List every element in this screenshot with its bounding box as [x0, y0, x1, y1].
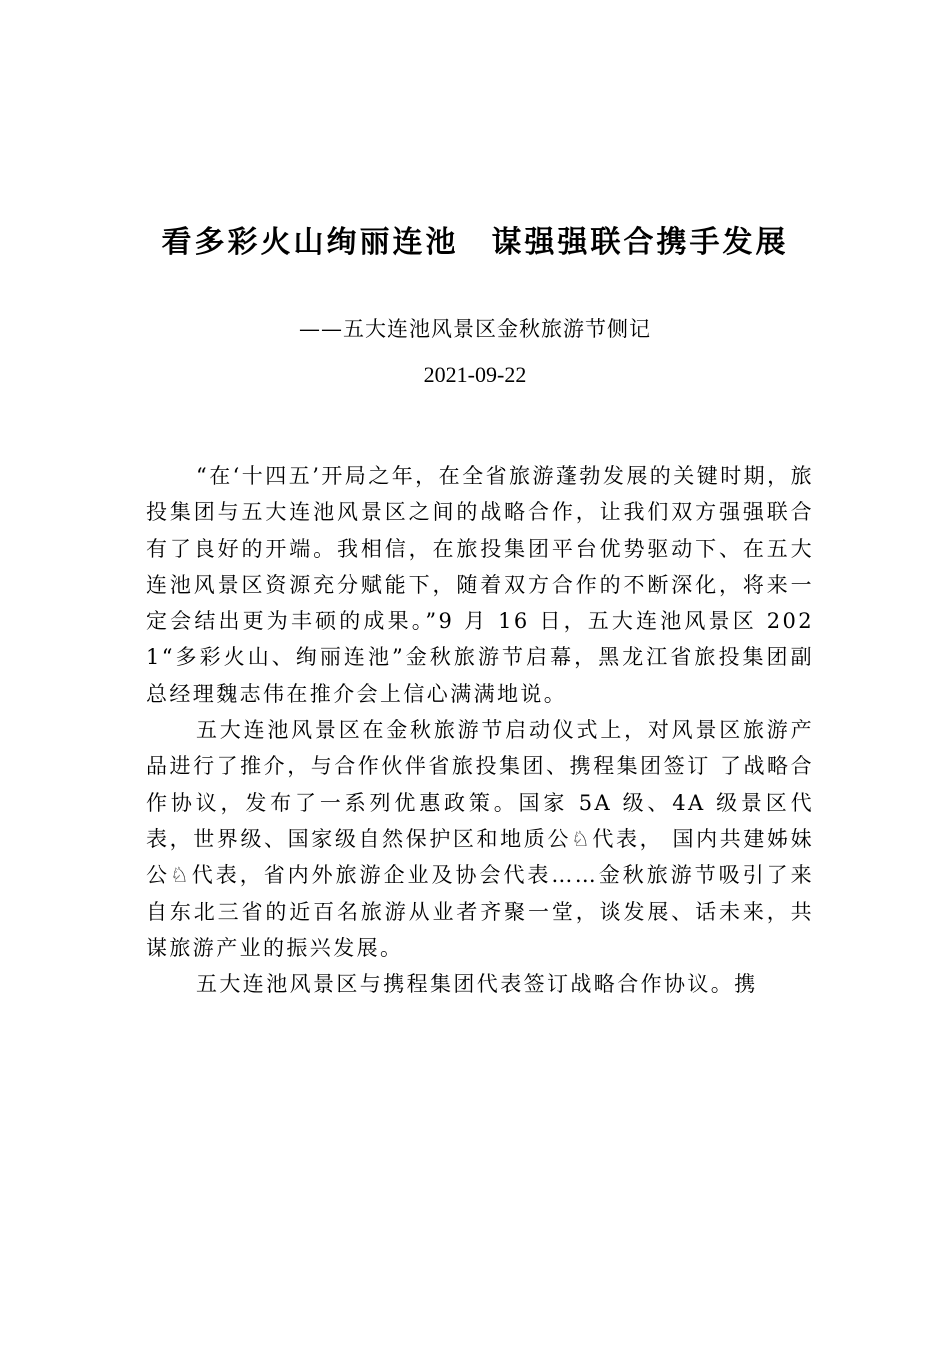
paragraph-3: 五大连池风景区与携程集团代表签订战略合作协议。携	[196, 972, 758, 997]
article-title: 看多彩火山绚丽连池 谋强强联合携手发展	[161, 225, 789, 260]
paragraph-2: 五大连池风景区在金秋旅游节启动仪式上，对风景区旅游产品进行了推介，与合作伙伴省旅投集团、携程集团签订 了战略合作协议，发布了一系列优惠政策。国家 5A 级、4A 级景区代表，世界级、国家级自然保护区和地质公♘代表， 国内共建姊妹公♘代表，省内外旅游企业及协会代表……金秋旅游节吸引了来自东北三省的近百名旅游从业者齐聚一堂，谈发展、话未来，共谋旅游产业的振兴发展。	[146, 718, 814, 960]
article-subtitle: ——五大连池风景区金秋旅游节侧记	[299, 317, 651, 341]
paragraph-1: “在‘十四五’开局之年，在全省旅游蓬勃发展的关键时期，旅投集团与五大连池风景区之间的战略合作，让我们双方强强联合有了良好的开端。我相信，在旅投集团平台优势驱动下、在五大连池风景区资源充分赋能下，随着双方合作的不断深化，将来一定会结出更为丰硕的成果。”9 月 16 日，五大连池风景区 2021“多彩火山、绚丽连池”金秋旅游节启幕，黑龙江省旅投集团副总经理魏志伟在推介会上信心满满地说。	[146, 464, 814, 706]
article-body	[146, 458, 814, 1002]
article-date: 2021-09-22	[423, 362, 527, 387]
